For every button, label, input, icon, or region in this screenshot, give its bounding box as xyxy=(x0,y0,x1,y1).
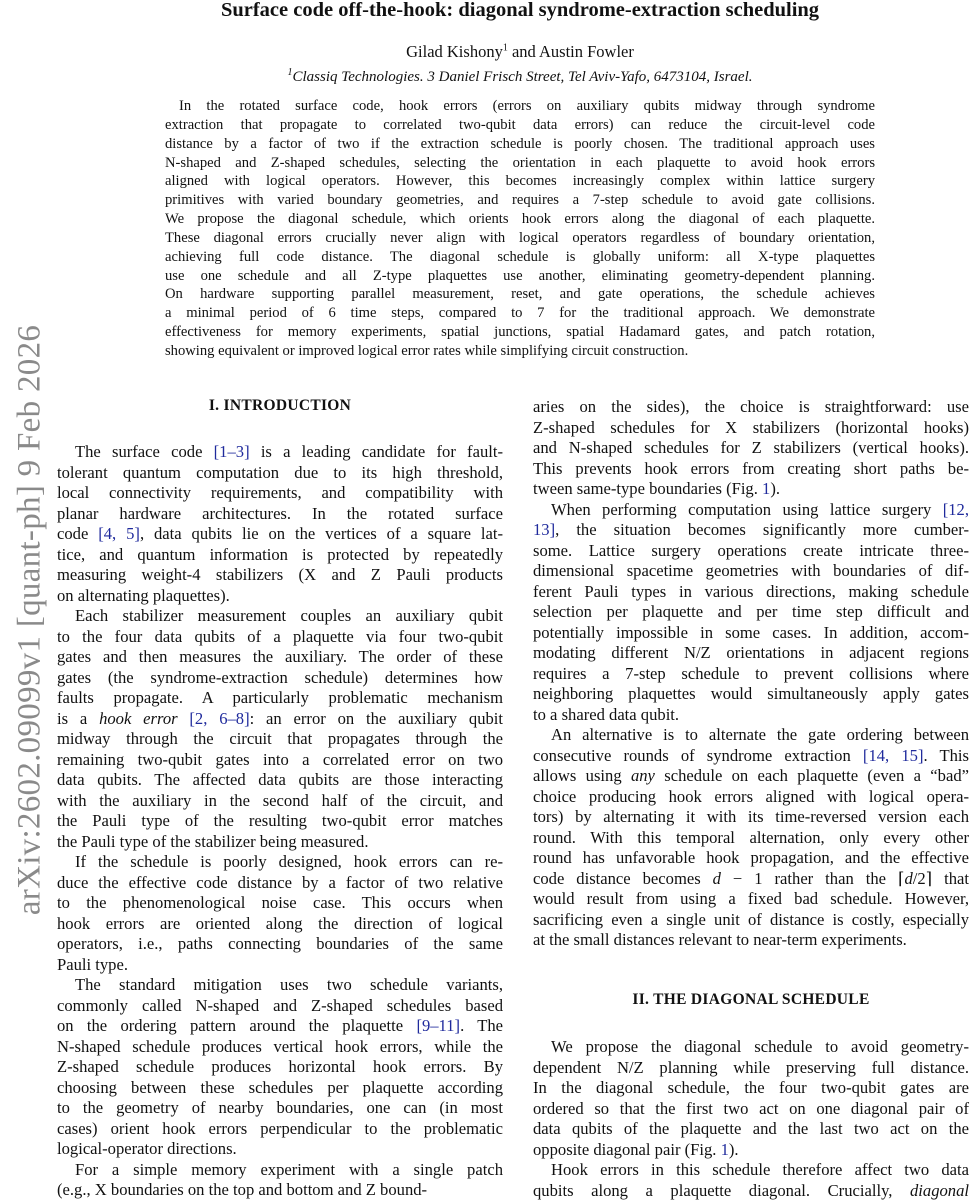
text-line xyxy=(533,848,969,869)
text-line xyxy=(165,210,875,229)
text-span: qubits along a plaquette diagonal. Crucially, xyxy=(533,1181,910,1200)
text-span: tolerant quantum computation due to its high threshold, xyxy=(57,463,503,482)
text-span: consecutive rounds of syndrome extraction xyxy=(533,746,863,765)
text-span: round. With this temporal alternation, only every other xyxy=(533,828,969,847)
text-span: operators, i.e., paths connecting boundaries of the same xyxy=(57,934,503,953)
text-span: measuring weight-4 stabilizers (X and Z Pauli products xyxy=(57,565,503,584)
text-line xyxy=(533,623,969,644)
text-line xyxy=(533,766,969,787)
arxiv-stamp: arXiv:2602.09099v1 [quant-ph] 9 Feb 2026 xyxy=(12,325,49,915)
text-span: N-shaped and Z-shaped schedules, selecting the orientation in each plaquette to avoid hook errors xyxy=(165,155,875,171)
text-span: sacrificing even a single unit of distance is costly, especially xyxy=(533,910,969,929)
text-span: When performing computation using lattice surgery xyxy=(551,500,943,519)
citation-link[interactable]: [12, xyxy=(943,500,969,519)
text-span: . This xyxy=(923,746,969,765)
text-line xyxy=(533,541,969,562)
text-span: neighboring plaquettes would simultaneously apply gates xyxy=(533,684,969,703)
text-line xyxy=(57,586,503,607)
text-line xyxy=(57,442,503,463)
text-span: and N-shaped schedules for Z stabilizers (vertical hooks). xyxy=(533,438,969,457)
emphasized-text: diagonal xyxy=(910,1181,969,1200)
text-span: code xyxy=(57,524,98,543)
text-span: primitives with varied boundary geometries, and requires a 7-step schedule to avoid gate collisions. xyxy=(165,192,875,208)
text-line xyxy=(533,561,969,582)
affiliation-marker: 1 xyxy=(503,43,508,54)
text-line xyxy=(57,606,503,627)
text-line xyxy=(165,154,875,173)
text-span: gates and then measures the auxiliary. The order of these xyxy=(57,647,503,666)
right-column-section-2 xyxy=(533,1037,969,1201)
citation-link[interactable]: 1 xyxy=(721,1140,729,1159)
text-line xyxy=(165,342,875,361)
text-line xyxy=(533,602,969,623)
text-line xyxy=(533,1160,969,1181)
text-span: to the geometry of nearby boundaries, one can (in most xyxy=(57,1098,503,1117)
text-span xyxy=(178,709,190,728)
text-line xyxy=(165,97,875,116)
text-span: Hook errors in this schedule therefore affect two data xyxy=(551,1160,969,1179)
text-line xyxy=(533,582,969,603)
text-span: distance by a factor of two if the extraction schedule is poorly chosen. The traditional approach uses xyxy=(165,136,875,152)
text-line xyxy=(57,545,503,566)
text-span: (e.g., X boundaries on the top and bottom and Z bound- xyxy=(57,1180,427,1199)
text-span: selection per plaquette and per time step difficult and xyxy=(533,602,969,621)
text-span: at the small distances relevant to near-term experiments. xyxy=(533,930,907,949)
text-span: modating different N/Z orientations in adjacent regions xyxy=(533,643,969,662)
text-span: would result from using a fixed bad schedule. However, xyxy=(533,889,969,908)
affiliation xyxy=(0,67,973,86)
text-span: allows using xyxy=(533,766,631,785)
text-span: gates (the syndrome-extraction schedule) determines how xyxy=(57,668,503,687)
text-line xyxy=(57,852,503,873)
text-line xyxy=(57,647,503,668)
text-span: round has unfavorable hook propagation, and the effective xyxy=(533,848,969,867)
text-span: faults propagate. A particularly problematic mechanism xyxy=(57,688,503,707)
affiliation-text: Classiq Technologies. 3 Daniel Frisch Street, Tel Aviv-Yafo, 6473104, Israel. xyxy=(292,69,752,85)
text-span: On hardware supporting parallel measurement, reset, and gate operations, the schedule achieves xyxy=(165,286,875,302)
text-span: : an error on the auxiliary qubit xyxy=(250,709,503,728)
text-span: midway through the circuit that propagates through the xyxy=(57,729,503,748)
text-span: tors) by alternating it with its time-reversed version each xyxy=(533,807,969,826)
author-name: Gilad Kishony xyxy=(406,42,503,61)
text-span: In the rotated surface code, hook errors (errors on auxiliary qubits midway through syndrome xyxy=(179,98,875,114)
text-span: logical-operator directions. xyxy=(57,1139,237,1158)
text-span: We propose the diagonal schedule, which orients hook errors along the diagonal of each plaquette. xyxy=(165,211,875,227)
text-span: data qubits of the plaquette and the last two act on the xyxy=(533,1119,969,1138)
paper-title: Surface code off-the-hook: diagonal syndrome-extraction scheduling xyxy=(0,0,973,22)
text-line xyxy=(533,520,969,541)
text-line xyxy=(57,996,503,1017)
text-span: In the diagonal schedule, the four two-qubit gates are xyxy=(533,1078,969,1097)
text-span: , the situation becomes significantly more cumber- xyxy=(555,520,969,539)
text-line xyxy=(533,1140,969,1161)
text-span: dependent N/Z planning while preserving full distance. xyxy=(533,1058,969,1077)
text-span: aligned with logical operators. However, this becomes increasingly complex within lattice surgery xyxy=(165,173,875,189)
text-span: some. Lattice surgery operations create intricate three- xyxy=(533,541,969,560)
text-line xyxy=(533,1037,969,1058)
text-span: with the auxiliary in the second half of the circuit, and xyxy=(57,791,503,810)
text-span: duce the effective code distance by a factor of two relative xyxy=(57,873,503,892)
text-line xyxy=(165,267,875,286)
text-line xyxy=(165,248,875,267)
text-line xyxy=(533,1119,969,1140)
text-span: is a leading candidate for fault- xyxy=(250,442,503,461)
text-span: aries on the sides), the choice is straightforward: use xyxy=(533,397,969,416)
text-line xyxy=(533,438,969,459)
citation-link[interactable]: 13] xyxy=(533,520,555,539)
text-span: effectiveness for memory experiments, spatial junctions, spatial Hadamard gates, and patch rotation, xyxy=(165,324,875,340)
text-span: requires a 7-step schedule to prevent collisions where xyxy=(533,664,969,683)
text-line xyxy=(57,524,503,545)
affiliation-marker: 1 xyxy=(287,67,292,78)
text-span: These diagonal errors crucially never align with logical operators regardless of boundary orientation, xyxy=(165,230,875,246)
text-span: ). xyxy=(770,479,780,498)
text-line xyxy=(57,627,503,648)
text-span: tween same-type boundaries (Fig. xyxy=(533,479,762,498)
text-span: Z-shaped schedule produces horizontal hook errors. By xyxy=(57,1057,503,1076)
text-line xyxy=(57,1016,503,1037)
text-line xyxy=(57,668,503,689)
text-span: ). xyxy=(729,1140,739,1159)
text-line xyxy=(57,750,503,771)
text-line xyxy=(533,1181,969,1201)
text-line xyxy=(165,172,875,191)
text-line xyxy=(533,1078,969,1099)
text-line xyxy=(57,1057,503,1078)
text-span: , data qubits lie on the vertices of a square lat- xyxy=(140,524,503,543)
text-span: − 1 rather than the ⌈ xyxy=(721,869,904,888)
text-span: Z-shaped schedules for X stabilizers (horizontal hooks) xyxy=(533,418,969,437)
text-span: a minimal period of 6 time steps, compared to 7 for the traditional approach. We demonstrate xyxy=(165,305,875,321)
text-line xyxy=(533,910,969,931)
text-span: hook errors are oriented along the direction of logical xyxy=(57,914,503,933)
text-span: is a xyxy=(57,709,99,728)
text-line xyxy=(57,934,503,955)
emphasized-text: hook error xyxy=(99,709,178,728)
text-line xyxy=(533,397,969,418)
text-span: extraction that propagate to correlated two-qubit data errors) can reduce the circuit-level code xyxy=(165,117,875,133)
text-line xyxy=(165,304,875,323)
text-line xyxy=(533,869,969,890)
text-line xyxy=(165,285,875,304)
text-line xyxy=(57,688,503,709)
text-line xyxy=(533,684,969,705)
text-span: code distance becomes xyxy=(533,869,713,888)
text-line xyxy=(57,955,503,976)
text-line xyxy=(533,889,969,910)
text-span: local connectivity requirements, and compatibility with xyxy=(57,483,503,502)
text-line xyxy=(533,1058,969,1079)
text-span: ferent Pauli types in various directions, making schedule xyxy=(533,582,969,601)
abstract xyxy=(165,97,875,361)
text-line xyxy=(533,787,969,808)
text-span: achieving full code distance. The diagonal schedule is globally uniform: all X-type plaquettes xyxy=(165,249,875,265)
text-line xyxy=(165,135,875,154)
text-line xyxy=(165,116,875,135)
text-line xyxy=(165,191,875,210)
text-span: The surface code xyxy=(75,442,214,461)
text-line xyxy=(533,500,969,521)
text-span: choice producing hook errors aligned with logical opera- xyxy=(533,787,969,806)
text-span: to the four data qubits of a plaquette via four two-qubit xyxy=(57,627,503,646)
citation-link[interactable]: [2, 6–8] xyxy=(189,709,249,728)
text-line xyxy=(165,323,875,342)
text-span: on the ordering pattern around the plaquette xyxy=(57,1016,416,1035)
left-column xyxy=(57,442,503,1201)
right-column xyxy=(533,397,969,951)
text-line xyxy=(57,770,503,791)
text-line xyxy=(57,729,503,750)
text-span: remaining two-qubit gates into a correlated error on two xyxy=(57,750,503,769)
text-span: to a shared data qubit. xyxy=(533,705,679,724)
text-line xyxy=(533,643,969,664)
text-span: dimensional spacetime geometries with boundaries of dif- xyxy=(533,561,969,580)
text-line xyxy=(57,1139,503,1160)
text-line xyxy=(533,479,969,500)
emphasized-text: d xyxy=(713,869,721,888)
citation-link[interactable]: [9–11] xyxy=(416,1016,460,1035)
text-line xyxy=(533,459,969,480)
text-line xyxy=(57,811,503,832)
text-span: cases) orient hook errors perpendicular to the problematic xyxy=(57,1119,503,1138)
text-line xyxy=(57,1180,503,1201)
text-span: commonly called N-shaped and Z-shaped schedules based xyxy=(57,996,503,1015)
text-span: use one schedule and all Z-type plaquettes use another, eliminating geometry-dependent planning. xyxy=(165,268,875,284)
text-span: potentially impossible in some cases. In addition, accom- xyxy=(533,623,969,642)
citation-link[interactable]: [14, 15] xyxy=(863,746,924,765)
text-line xyxy=(533,725,969,746)
text-line xyxy=(533,705,969,726)
author-name: and Austin Fowler xyxy=(508,42,634,61)
text-span: planar hardware architectures. In the rotated surface xyxy=(57,504,503,523)
citation-link[interactable]: [1–3] xyxy=(214,442,250,461)
text-line xyxy=(57,893,503,914)
text-span: on alternating plaquettes). xyxy=(57,586,230,605)
text-line xyxy=(57,463,503,484)
text-line xyxy=(57,832,503,853)
text-span: choosing between these schedules per plaquette according xyxy=(57,1078,503,1097)
text-span: to the phenomenological noise case. This occurs when xyxy=(57,893,503,912)
text-span: Pauli type. xyxy=(57,955,128,974)
text-line xyxy=(57,1119,503,1140)
text-line xyxy=(57,791,503,812)
text-span: This prevents hook errors from creating short paths be- xyxy=(533,459,969,478)
text-line xyxy=(533,664,969,685)
section-heading: II. THE DIAGONAL SCHEDULE xyxy=(533,991,969,1009)
text-line xyxy=(165,229,875,248)
text-line xyxy=(533,828,969,849)
text-line xyxy=(57,1078,503,1099)
text-span: If the schedule is poorly designed, hook errors can re- xyxy=(75,852,503,871)
text-span: data qubits. The affected data qubits are those interacting xyxy=(57,770,503,789)
text-span: /2⌉ that xyxy=(913,869,969,888)
text-span: The standard mitigation uses two schedule variants, xyxy=(75,975,503,994)
text-span: An alternative is to alternate the gate ordering between xyxy=(551,725,969,744)
text-span: ordered so that the first two act on one diagonal pair of xyxy=(533,1099,969,1118)
text-span: Each stabilizer measurement couples an auxiliary qubit xyxy=(75,606,503,625)
section-heading: I. INTRODUCTION xyxy=(57,397,503,415)
text-span: showing equivalent or improved logical error rates while simplifying circuit construction. xyxy=(165,343,688,359)
text-line xyxy=(57,975,503,996)
text-line xyxy=(57,1037,503,1058)
text-line xyxy=(533,930,969,951)
text-span: . The xyxy=(460,1016,503,1035)
text-span: opposite diagonal pair (Fig. xyxy=(533,1140,721,1159)
text-span: We propose the diagonal schedule to avoid geometry- xyxy=(551,1037,969,1056)
text-span: the Pauli type of the stabilizer being measured. xyxy=(57,832,369,851)
text-span: N-shaped schedule produces vertical hook errors, while the xyxy=(57,1037,503,1056)
text-line xyxy=(57,1098,503,1119)
text-span: tice, and quantum information is protected by repeatedly xyxy=(57,545,503,564)
text-line xyxy=(533,746,969,767)
text-line xyxy=(533,1099,969,1120)
text-line xyxy=(57,709,503,730)
text-span: For a simple memory experiment with a single patch xyxy=(75,1160,503,1179)
citation-link[interactable]: [4, 5] xyxy=(98,524,140,543)
text-line xyxy=(57,873,503,894)
text-line xyxy=(57,1160,503,1181)
authors xyxy=(0,42,973,62)
text-line xyxy=(57,565,503,586)
text-span: schedule on each plaquette (even a “bad” xyxy=(655,766,969,785)
emphasized-text: any xyxy=(631,766,655,785)
text-line xyxy=(533,418,969,439)
text-line xyxy=(533,807,969,828)
text-line xyxy=(57,483,503,504)
text-span: the Pauli type of the resulting two-qubit error matches xyxy=(57,811,503,830)
citation-link[interactable]: 1 xyxy=(762,479,770,498)
text-line xyxy=(57,914,503,935)
emphasized-text: d xyxy=(904,869,912,888)
text-line xyxy=(57,504,503,525)
